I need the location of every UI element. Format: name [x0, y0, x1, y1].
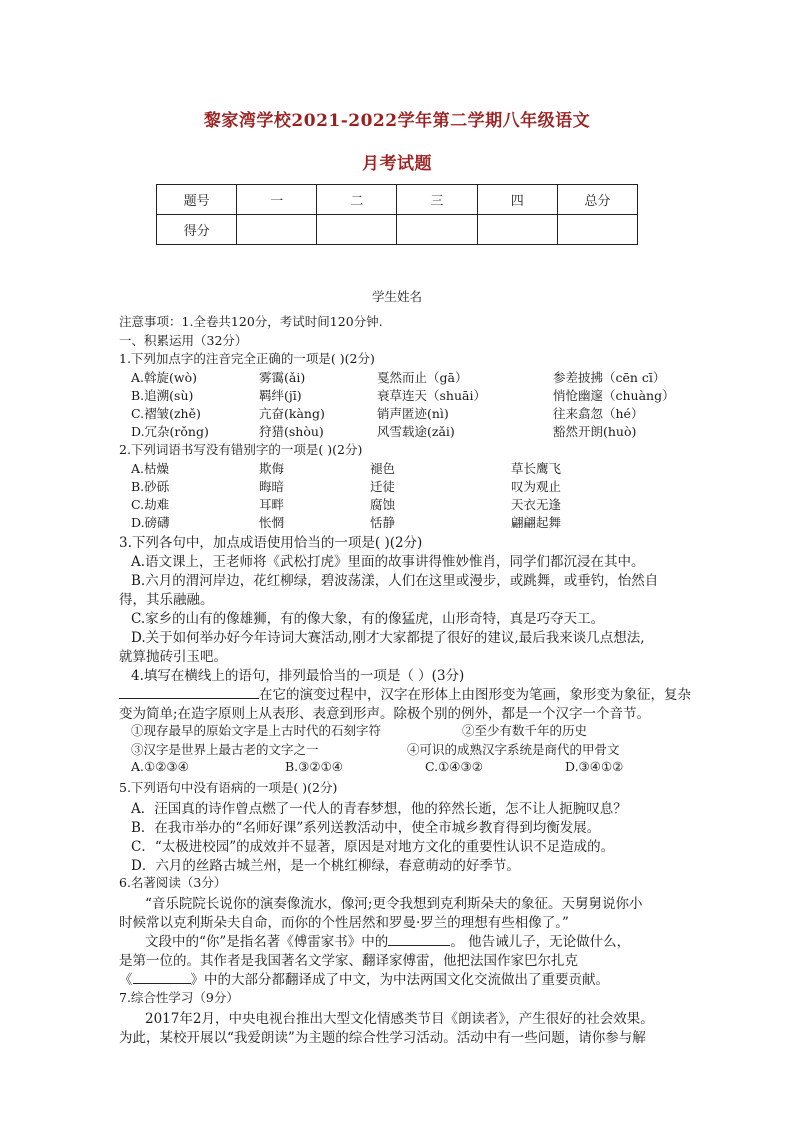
q4-choice: C.①④③② [425, 759, 483, 774]
q2-option: 腐蚀 [370, 497, 396, 512]
q7-stem: 7.综合性学习（9分） [119, 990, 239, 1005]
q2-option: 叹为观止 [511, 479, 562, 494]
q3-option-c: C.家乡的山有的像雄狮，有的像大象，有的像猛虎，山形奇特，真是巧夺天工。 [131, 611, 605, 627]
q6-passage-cont: 时候常以克利斯朵夫自命，而你的个性居然和罗曼·罗兰的理想有些相像了。” [119, 915, 569, 931]
score-header-cell: 题号 [157, 185, 237, 215]
q5-option-c: C．“太极进校园”的成效并不显著，原因是对地方文化的重要性认识不足造成的。 [131, 839, 615, 855]
q6-passage: “音乐院院长说你的演奏像流水，像河;更令我想到克利斯朵夫的象征。天舅舅说你小 [145, 896, 643, 912]
q2-option: 迁徒 [370, 479, 396, 494]
q1-option: D.冗杂(rǒng) [131, 424, 209, 439]
q4-passage-cont: 变为简单;在造字原则上从表形、表意到形声。除极个别的例外，都是一个汉字一个音节。 [119, 706, 651, 722]
q3-option-d-cont: 就算抛砖引玉吧。 [119, 649, 227, 665]
q1-option: 狩猎(shòu) [259, 424, 324, 439]
q2-stem: 2.下列词语书写没有错别字的一项是( )(2分) [119, 442, 363, 457]
q5-option-b: B．在我市举办的“名师好课”系列送教活动中，使全市城乡教育得到均衡发展。 [131, 820, 601, 836]
notice: 注意事项：1.全卷共120分，考试时间120分钟. [119, 314, 383, 329]
fill-blank[interactable] [133, 971, 191, 984]
q6-stem: 6.名著阅读（3分） [119, 875, 227, 890]
section-heading: 一、积累运用（32分） [119, 333, 248, 348]
q1-option: 豁然开朗(huò) [553, 424, 637, 439]
score-header-cell: 总分 [557, 185, 637, 215]
score-cell[interactable] [317, 215, 397, 245]
q1-option: 风雪载途(zǎi) [377, 424, 455, 439]
q2-option: C.劫难 [131, 497, 170, 512]
q5-option-d: D．六月的丝路古城兰州，是一个桃红柳绿，春意萌动的好季节。 [131, 858, 520, 874]
q4-option-1: ①现存最早的原始文字是上古时代的石刻字符 [131, 723, 382, 738]
q4-option-4: ④可识的成熟汉字系统是商代的甲骨文 [407, 742, 620, 757]
q7-passage: 2017年2月，中央电视台推出大型文化情感类节目《朗读者》，产生很好的社会效果。 [145, 1011, 654, 1027]
q1-option: 销声匿迹(nì) [377, 406, 449, 421]
score-header-cell: 一 [237, 185, 317, 215]
q1-stem: 1.下列加点字的注音完全正确的一项是( )(2分) [119, 351, 375, 366]
q2-option: 恬静 [370, 515, 396, 530]
q2-option: B.砂砾 [131, 479, 170, 494]
q1-option: 参差披拂（cēn cī） [553, 370, 666, 385]
q2-option: 翩翩起舞 [511, 515, 562, 530]
q4-stem: 4.填写在横线上的语句，排列最恰当的一项是（ ）(3分) [131, 668, 465, 684]
q3-stem: 3.下列各句中，加点成语使用恰当的一项是( )(2分) [119, 535, 423, 551]
q1-option: 往来翕忽（hé） [553, 406, 644, 421]
q3-option-d: D.关于如何举办好今年诗词大赛活动,刚才大家都提了很好的建议,最后我来谈几点想法, [131, 630, 645, 646]
score-table-header-row [157, 185, 638, 215]
q1-option: 雾霭(ǎi) [259, 370, 306, 385]
q5-stem: 5.下列语句中没有语病的一项是( )(2分) [119, 780, 338, 795]
student-name-label: 学生姓名 [371, 289, 422, 304]
q4-passage: 在它的演变过程中，汉字在形体上由图形变为笔画，象形变为象征，复杂 [119, 683, 691, 703]
q3-option-a: A.语文课上，王老师将《武松打虎》里面的故事讲得惟妙惟肖，同学们都沉浸在其中。 [131, 554, 645, 570]
q1-option: 戛然而止（gā） [377, 370, 468, 385]
q1-option: 悄怆幽邃（chuàng） [553, 388, 675, 403]
q6-question: 文段中的“你”是指名著《傅雷家书》中的 。 他告诫儿子，无论做什么， [145, 934, 631, 950]
q2-option: 晦暗 [259, 479, 285, 494]
q5-option-a: A．汪国真的诗作曾点燃了一代人的青春梦想，他的猝然长逝，怎不让人扼腕叹息？ [131, 801, 627, 817]
q2-option: D.磅礴 [131, 515, 170, 530]
exam-title: 黎家湾学校2021-2022学年第二学期八年级语文 [203, 111, 591, 131]
q1-option: A.斡旋(wò) [131, 370, 197, 385]
q1-option: 亢奋(kàng) [259, 406, 325, 421]
q6-question-cont2: 《 》中的大部分都翻译成了中文，为中法两国文化交流做出了重要贡献。 [119, 972, 609, 988]
q2-option: 天衣无逢 [511, 497, 562, 512]
score-cell[interactable] [237, 215, 317, 245]
score-header-cell: 二 [317, 185, 397, 215]
q4-option-3: ③汉字是世界上最古老的文字之一 [131, 742, 319, 757]
score-row-label: 得分 [157, 215, 237, 245]
score-table [156, 184, 638, 245]
q1-option: 衰草连天（shuāi） [377, 388, 486, 403]
q1-option: B.追溯(sù) [131, 388, 194, 403]
q4-choice: B.③②①④ [285, 759, 343, 774]
q1-option: 羁绊(jī) [259, 388, 302, 403]
q4-choice: D.③④①② [565, 759, 624, 774]
q4-choice: A.①②③④ [131, 759, 189, 774]
q3-option-b: B.六月的渭河岸边，花红柳绿，碧波荡漾，人们在这里或漫步，或跳舞，或垂钓，怡然自 [131, 573, 659, 589]
exam-subtitle: 月考试题 [362, 154, 432, 174]
fill-blank[interactable] [119, 686, 259, 699]
score-cell[interactable] [397, 215, 477, 245]
q1-option: C.褶皱(zhě) [131, 406, 201, 421]
q2-option: 欺侮 [259, 461, 285, 476]
q6-question-cont: 是第一位的。其作者是我国著名文学家、翻译家傅雷，他把法国作家巴尔扎克 [119, 953, 578, 969]
q2-option: 耳畔 [259, 497, 285, 512]
score-cell[interactable] [557, 215, 637, 245]
q2-option: 怅惘 [259, 515, 285, 530]
fill-blank[interactable] [388, 933, 450, 946]
q2-option: 褪色 [370, 461, 396, 476]
q3-option-b-cont: 得，其乐融融。 [119, 592, 214, 608]
score-table-score-row [157, 215, 638, 245]
q7-passage-cont: 为此，某校开展以“我爱朗读”为主题的综合性学习活动。活动中有一些问题，请你参与解 [119, 1030, 646, 1046]
q2-option: A.枯燥 [131, 461, 170, 476]
q4-option-2: ②至少有数千年的历史 [462, 723, 588, 738]
q2-option: 草长鹰飞 [511, 461, 562, 476]
score-cell[interactable] [477, 215, 557, 245]
score-header-cell: 三 [397, 185, 477, 215]
score-header-cell: 四 [477, 185, 557, 215]
